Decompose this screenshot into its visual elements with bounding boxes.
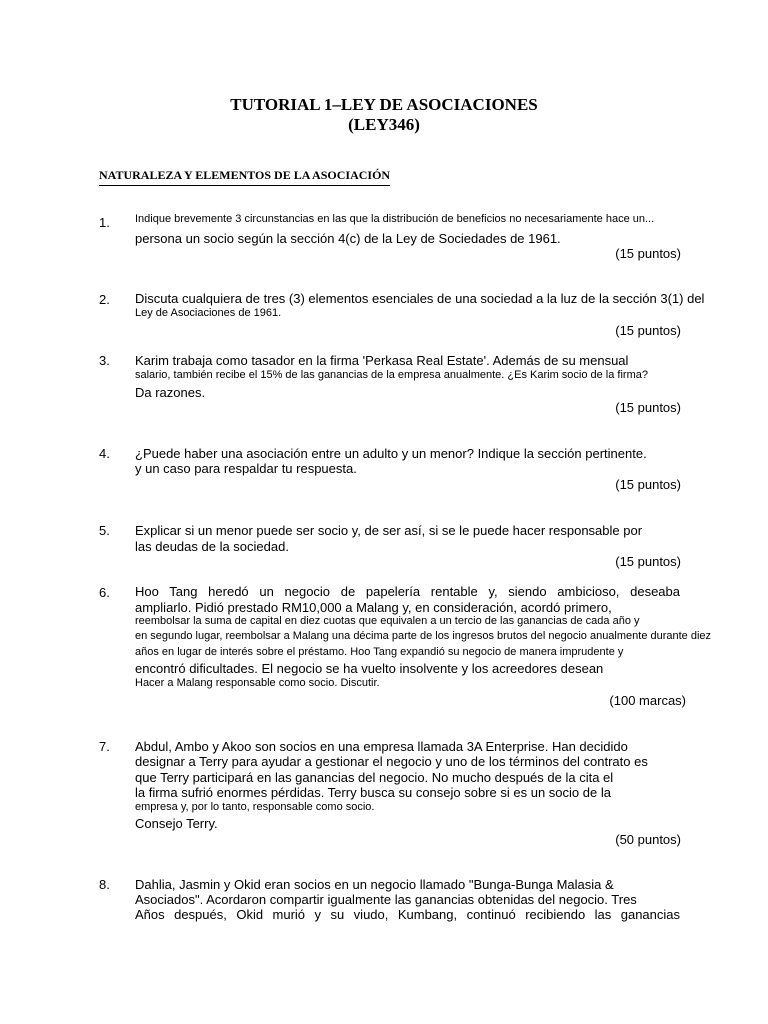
section-heading: NATURALEZA Y ELEMENTOS DE LA ASOCIACIÓN [99, 168, 390, 186]
question-line: la firma sufrió enormes pérdidas. Terry busca su consejo sobre si es un socio de la [135, 785, 611, 800]
question-line: Años después, Okid murió y su viudo, Kumbang, continuó recibiendo las ganancias [135, 907, 680, 922]
question-points: (50 puntos) [615, 832, 681, 847]
question-line: Dahlia, Jasmin y Okid eran socios en un negocio llamado "Bunga-Bunga Malasia & [135, 877, 614, 892]
question-points: (100 marcas) [609, 693, 686, 708]
question-line: Explicar si un menor puede ser socio y, de ser así, si se le puede hacer responsable por [135, 523, 643, 538]
question-line: Asociados". Acordaron compartir igualmente las ganancias obtenidas del negocio. Tres [135, 892, 637, 907]
question-line: años en lugar de interés sobre el préstamo. Hoo Tang expandió su negocio de manera imprudente y [135, 646, 624, 658]
question-line: que Terry participará en las ganancias del negocio. No mucho después de la cita el [135, 770, 614, 785]
question-number: 1. [99, 215, 110, 230]
question-number: 2. [99, 292, 110, 307]
question-line: salario, también recibe el 15% de las ganancias de la empresa anualmente. ¿Es Karim socio de la firma? [135, 369, 648, 381]
question-line: Hacer a Malang responsable como socio. Discutir. [135, 677, 380, 689]
question-number: 3. [99, 353, 110, 368]
question-points: (15 puntos) [615, 400, 681, 415]
question-number: 6. [99, 585, 110, 600]
question-line: ¿Puede haber una asociación entre un adulto y un menor? Indique la sección pertinente. [135, 446, 647, 461]
question-points: (15 puntos) [615, 246, 681, 261]
question-line: en segundo lugar, reembolsar a Malang una décima parte de los ingresos brutos del negocio anualmente durante diez [135, 630, 712, 642]
question-line: encontró dificultades. El negocio se ha vuelto insolvente y los acreedores desean [135, 661, 604, 676]
question-points: (15 puntos) [615, 554, 681, 569]
question-number: 8. [99, 877, 110, 892]
question-line: persona un socio según la sección 4(c) de la Ley de Sociedades de 1961. [135, 231, 561, 246]
document-code: (LEY346) [348, 115, 420, 134]
question-line: y un caso para respaldar tu respuesta. [135, 461, 357, 476]
question-line: Consejo Terry. [135, 816, 218, 831]
question-line: ampliarlo. Pidió prestado RM10,000 a Malang y, en consideración, acordó primero, [135, 600, 612, 615]
question-line: Hoo Tang heredó un negocio de papelería rentable y, siendo ambicioso, deseaba [135, 584, 680, 599]
question-line: designar a Terry para ayudar a gestionar el negocio y uno de los términos del contrato es [135, 754, 648, 769]
question-line: Abdul, Ambo y Akoo son socios en una empresa llamada 3A Enterprise. Han decidido [135, 739, 628, 754]
question-line: Ley de Asociaciones de 1961. [135, 307, 282, 319]
question-number: 7. [99, 739, 110, 754]
question-line: Discuta cualquiera de tres (3) elementos esenciales de una sociedad a la luz de la sección 3(1) del [135, 291, 705, 306]
question-number: 4. [99, 446, 110, 461]
question-points: (15 puntos) [615, 477, 681, 492]
question-line: las deudas de la sociedad. [135, 539, 289, 554]
question-line: Da razones. [135, 385, 206, 400]
question-line: empresa y, por lo tanto, responsable como socio. [135, 801, 375, 813]
question-line: Karim trabaja como tasador en la firma 'Perkasa Real Estate'. Además de su mensual [135, 353, 629, 368]
question-number: 5. [99, 523, 110, 538]
question-points: (15 puntos) [615, 323, 681, 338]
question-line: Indique brevemente 3 circunstancias en las que la distribución de beneficios no necesariamente hace un... [135, 213, 655, 225]
question-line: reembolsar la suma de capital en diez cuotas que equivalen a un tercio de las ganancias de cada año y [135, 615, 640, 627]
document-title: TUTORIAL 1–LEY DE ASOCIACIONES [230, 95, 538, 114]
